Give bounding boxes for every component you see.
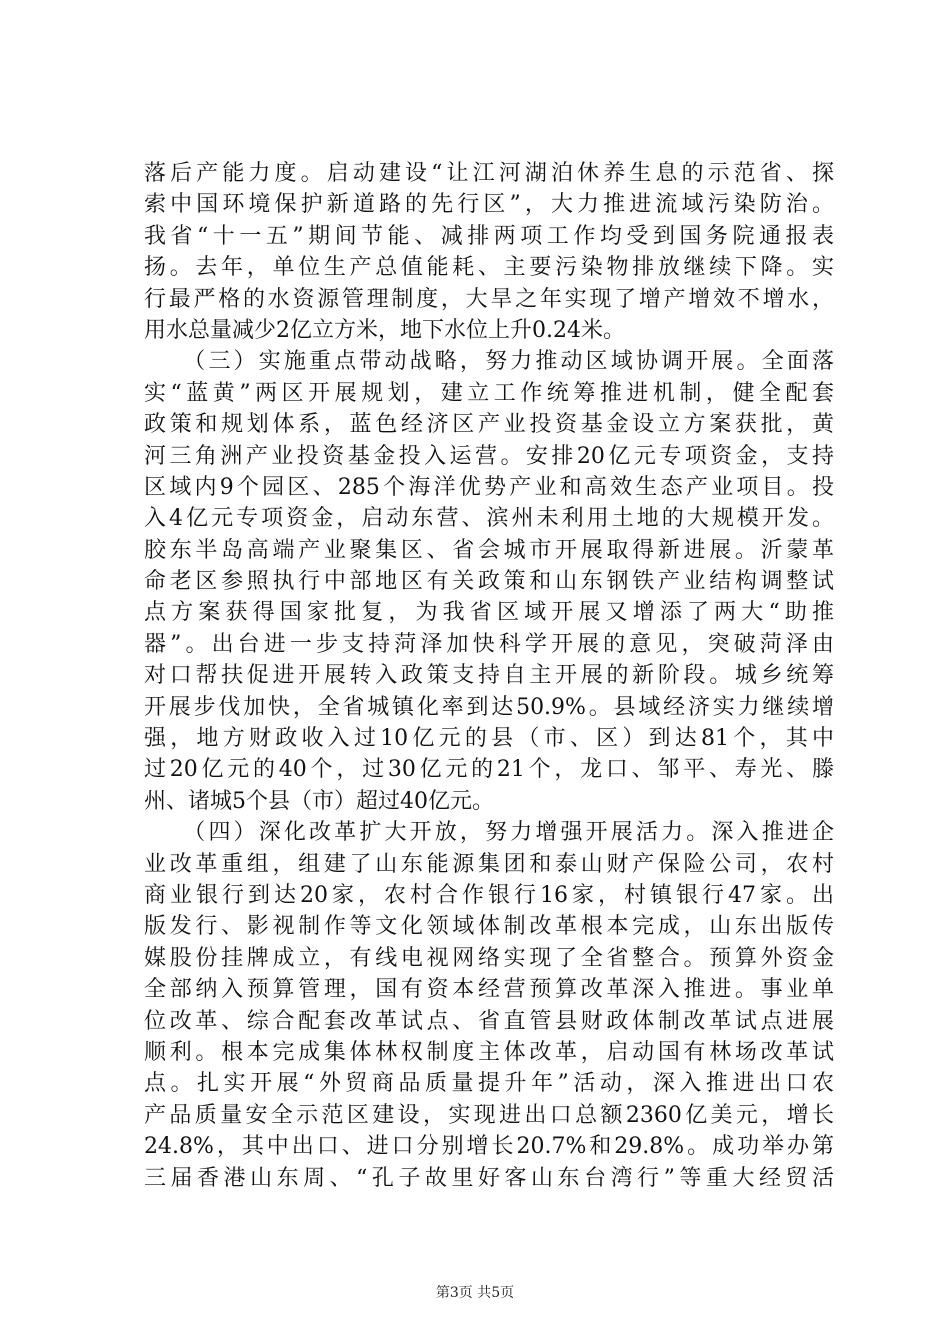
text-line: 对口帮扶促进开展转入政策支持自主开展的新阶段。城乡统筹 bbox=[144, 663, 834, 689]
text-line: 位改革、综合配套改革试点、省直管县财政体制改革试点进展 bbox=[144, 1008, 834, 1034]
document-body bbox=[144, 158, 834, 1194]
text-line: 行最严格的水资源管理制度，大旱之年实现了增产增效不增水， bbox=[144, 286, 834, 312]
text-line: 索中国环境保护新道路的先行区”，大力推进流域污染防治。 bbox=[144, 192, 834, 218]
text-line: （三）实施重点带动战略，努力推动区域协调开展。全面落 bbox=[144, 349, 834, 375]
text-line: 版发行、影视制作等文化领域体制改革根本完成，山东出版传 bbox=[144, 914, 834, 940]
text-line: （四）深化改革扩大开放，努力增强开展活力。深入推进企 bbox=[144, 820, 834, 846]
page-number-footer: 第3页 共5页 bbox=[435, 1285, 515, 1301]
text-line: 媒股份挂牌成立，有线电视网络实现了全省整合。预算外资金 bbox=[144, 945, 834, 971]
text-line: 落后产能力度。启动建设“让江河湖泊休养生息的示范省、探 bbox=[144, 161, 834, 186]
text-line: 入4亿元专项资金，启动东营、滨州未利用土地的大规模开发。 bbox=[144, 506, 834, 532]
text-line: 我省“十一五”期间节能、减排两项工作均受到国务院通报表 bbox=[144, 223, 834, 249]
text-line: 商业银行到达20家，农村合作银行16家，村镇银行47家。出 bbox=[144, 882, 834, 908]
text-line: 用水总量减少2亿立方米，地下水位上升0.24米。 bbox=[144, 317, 625, 343]
text-line: 业改革重组，组建了山东能源集团和泰山财产保险公司，农村 bbox=[144, 851, 834, 877]
text-line: 开展步伐加快，全省城镇化率到达50.9%。县域经济实力继续增 bbox=[144, 694, 834, 720]
text-line: 器”。出台进一步支持菏泽加快科学开展的意见，突破菏泽由 bbox=[144, 631, 834, 657]
text-line: 24.8%，其中出口、进口分别增长20.7%和29.8%。成功举办第 bbox=[144, 1134, 834, 1160]
text-line: 产品质量安全示范区建设，实现进出口总额2360亿美元，增长 bbox=[144, 1102, 834, 1128]
text-line: 命老区参照执行中部地区有关政策和山东钢铁产业结构调整试 bbox=[144, 569, 834, 595]
text-line: 过20亿元的40个，过30亿元的21个，龙口、邹平、寿光、滕 bbox=[144, 757, 834, 783]
text-line: 强，地方财政收入过10亿元的县（市、区）到达81个，其中 bbox=[144, 726, 834, 752]
text-line: 点。扎实开展“外贸商品质量提升年”活动，深入推进出口农 bbox=[144, 1071, 834, 1097]
text-line: 扬。去年，单位生产总值能耗、主要污染物排放继续下降。实 bbox=[144, 255, 834, 281]
text-line: 三届香港山东周、“孔子故里好客山东台湾行”等重大经贸活 bbox=[144, 1165, 834, 1191]
text-line: 州、诸城5个县（市）超过40亿元。 bbox=[144, 788, 494, 814]
text-line: 顺利。根本完成集体林权制度主体改革，启动国有林场改革试 bbox=[144, 1039, 834, 1065]
text-line: 政策和规划体系，蓝色经济区产业投资基金设立方案获批，黄 bbox=[144, 412, 834, 438]
text-line: 全部纳入预算管理，国有资本经营预算改革深入推进。事业单 bbox=[144, 977, 834, 1003]
text-line: 实“蓝黄”两区开展规划，建立工作统筹推进机制，健全配套 bbox=[144, 380, 834, 406]
text-line: 区域内9个园区、285个海洋优势产业和高效生态产业项目。投 bbox=[144, 474, 834, 500]
text-line: 点方案获得国家批复，为我省区域开展又增添了两大“助推 bbox=[144, 600, 834, 626]
text-line: 河三角洲产业投资基金投入运营。安排20亿元专项资金，支持 bbox=[144, 443, 834, 469]
text-line: 胶东半岛高端产业聚集区、省会城市开展取得新进展。沂蒙革 bbox=[144, 537, 834, 563]
